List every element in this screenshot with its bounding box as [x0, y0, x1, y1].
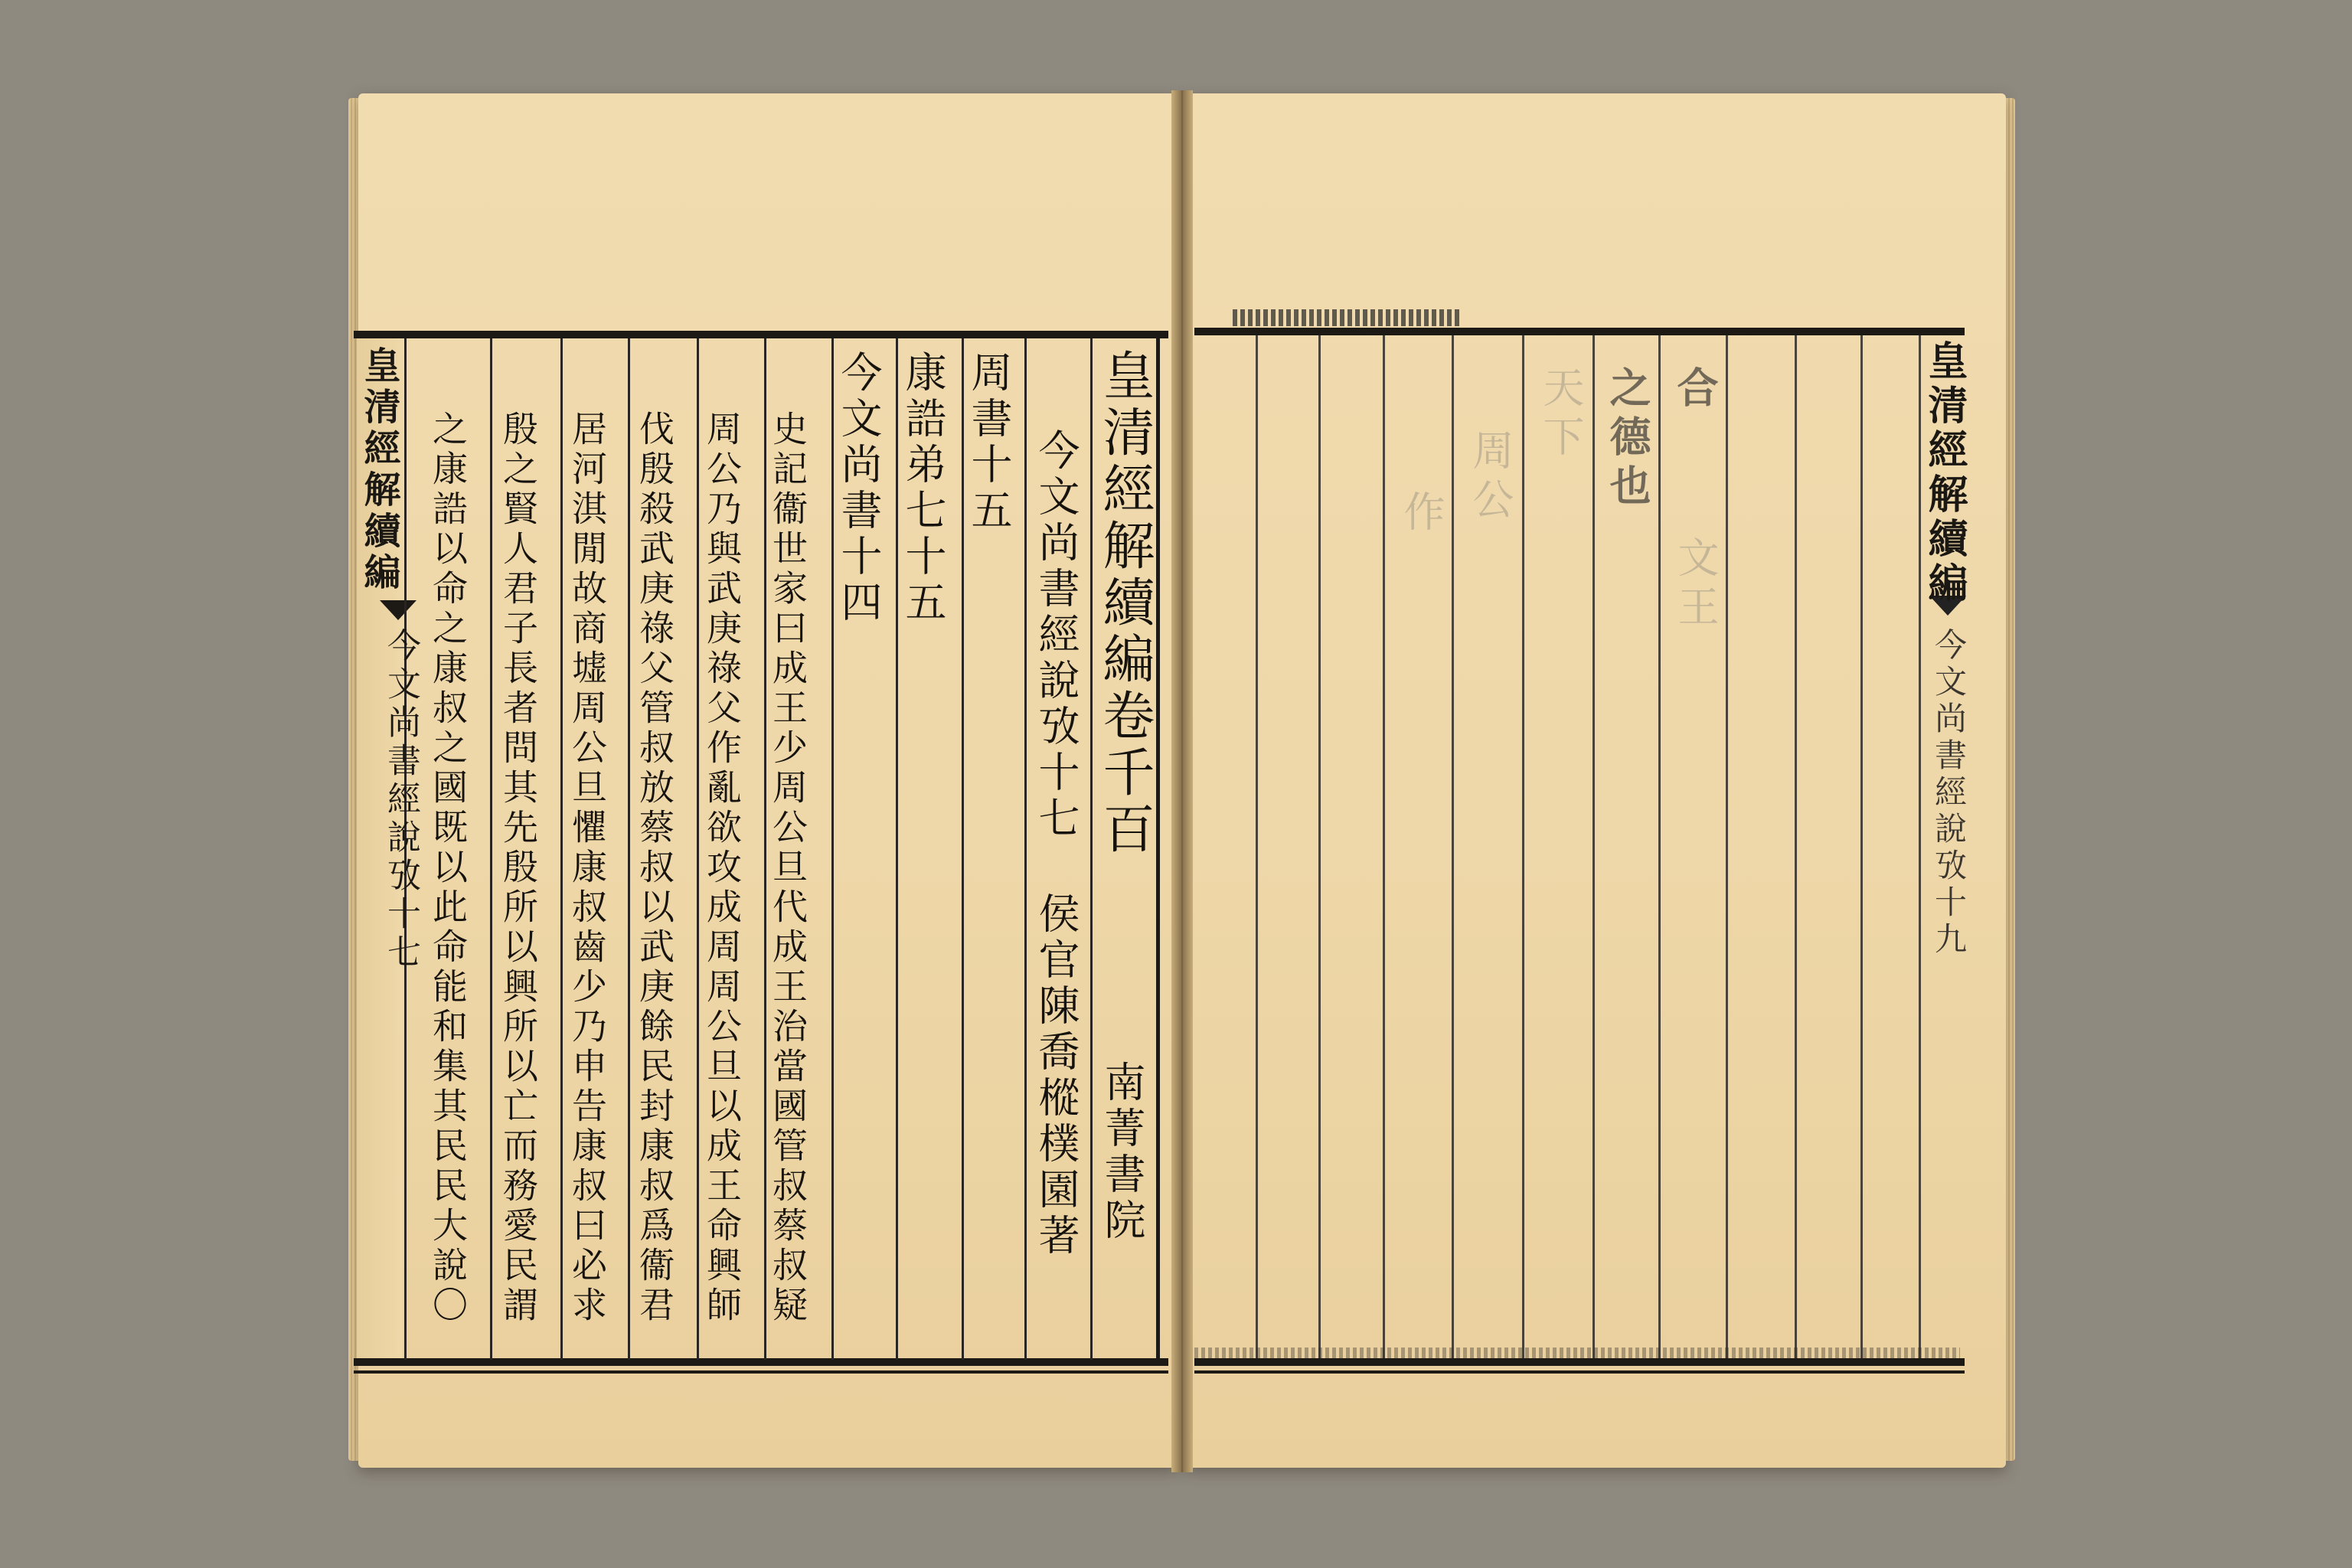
column-rule: [697, 338, 699, 1360]
body-column: 之康誥以命之康叔之國既以此命能和集其民民大說〇: [427, 410, 469, 1326]
right-top-border: [1194, 328, 1965, 335]
column-rule: [1658, 335, 1661, 1358]
column-rule: [1795, 335, 1797, 1358]
body-column: 史記衞世家曰成王少周公旦代成王治當國管叔蔡叔疑: [767, 410, 808, 1326]
author-line: 侯官陳喬樅樸園著: [1032, 892, 1080, 1259]
column-rule: [831, 338, 834, 1360]
right-top-ornament: [1233, 309, 1462, 326]
column-rule: [1726, 335, 1728, 1358]
body-column: 居河淇閒故商墟周公旦懼康叔齒少乃申告康叔曰必求: [567, 410, 608, 1326]
body-column: 周公乃與武庚祿父作亂欲攻成周周公旦以成王命興師: [701, 410, 743, 1326]
faint-text: 作: [1397, 490, 1446, 539]
column-rule: [1090, 338, 1093, 1360]
fishtail-mark-icon: [380, 600, 416, 620]
fold-subtitle: 今文尚書經說攷十七: [381, 628, 420, 972]
faint-text: 周公: [1466, 429, 1514, 527]
faint-text: 文王: [1671, 536, 1720, 634]
column-rule: [628, 338, 630, 1360]
faint-text: 天下: [1537, 366, 1585, 464]
column-rule: [1024, 338, 1027, 1360]
body-column: 殷之賢人君子長者問其先殷所以興所以亡而務愛民謂: [498, 410, 539, 1326]
column-rule: [1860, 335, 1863, 1358]
right-page: [1185, 93, 2006, 1468]
column-rule: [896, 338, 898, 1360]
column-rule: [1522, 335, 1524, 1358]
column-rule: [1592, 335, 1595, 1358]
right-fold-title: 皇清經解續編: [1921, 340, 1968, 606]
right-bottom-ornament: [1194, 1348, 1960, 1358]
left-inner-border: [1156, 337, 1160, 1361]
faint-text: 合: [1671, 366, 1720, 415]
chapter-heading: 康誥弟七十五: [899, 351, 947, 626]
right-bottom-border-thin: [1194, 1370, 1965, 1374]
publisher: 南菁書院: [1098, 1060, 1146, 1244]
column-rule: [764, 338, 766, 1360]
book-gutter: [1171, 90, 1193, 1472]
column-rule: [560, 338, 563, 1360]
left-bottom-border: [354, 1358, 1168, 1366]
right-bottom-border: [1194, 1358, 1965, 1366]
column-rule: [1318, 335, 1321, 1358]
subchapter-heading: 今文尚書十四: [835, 351, 883, 626]
column-rule: [1383, 335, 1385, 1358]
left-bottom-border-thin: [354, 1370, 1168, 1374]
right-fold-subtitle: 今文尚書經說攷十九: [1930, 628, 1968, 959]
volume-title: 皇清經解續編卷千百: [1094, 348, 1155, 858]
column-rule: [1256, 335, 1258, 1358]
column-rule: [1452, 335, 1454, 1358]
column-rule: [962, 338, 964, 1360]
section-heading: 周書十五: [965, 351, 1013, 534]
work-title: 今文尚書經說攷十七: [1032, 429, 1080, 842]
column-rule: [490, 338, 492, 1360]
body-column: 伐殷殺武庚祿父管叔放蔡叔以武庚餘民封康叔爲衞君: [634, 410, 675, 1326]
left-top-border: [354, 331, 1168, 338]
faint-text: 之德也: [1603, 366, 1652, 513]
fold-title: 皇清經解續編: [358, 346, 400, 594]
